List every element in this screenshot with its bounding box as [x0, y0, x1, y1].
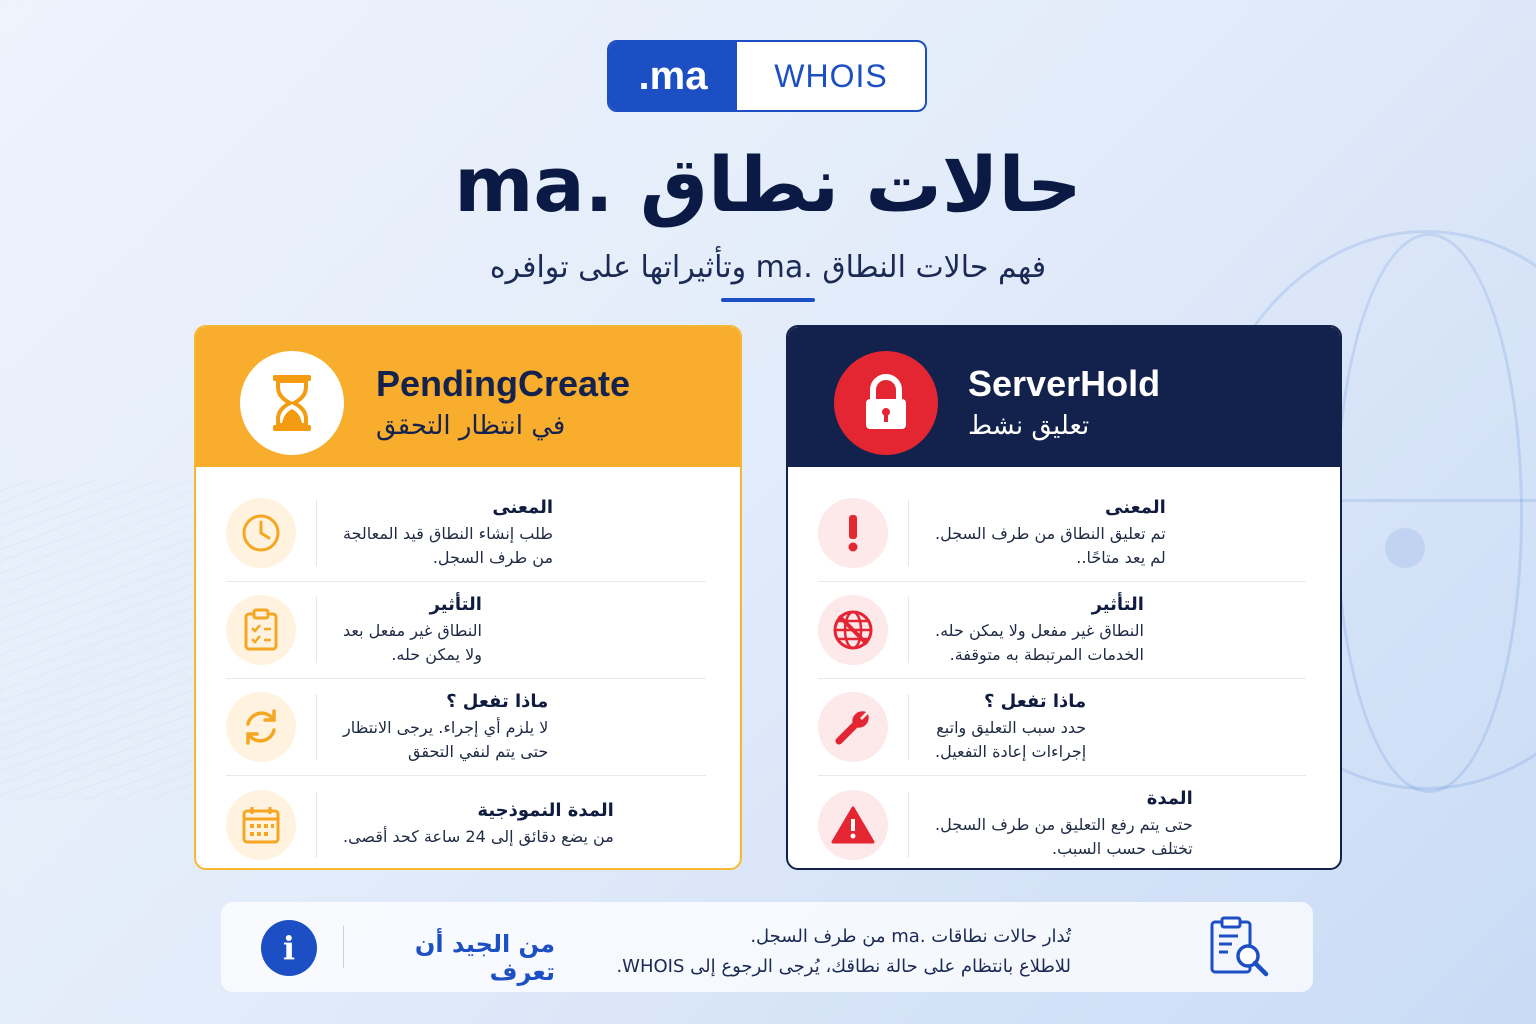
- row-divider: [316, 694, 317, 760]
- row-divider: [908, 597, 909, 663]
- card-title-en: PendingCreate: [376, 363, 631, 404]
- logo-tld: .ma: [609, 42, 737, 110]
- exclamation-icon: [818, 498, 888, 568]
- row-divider: [908, 500, 909, 566]
- card-title-en: ServerHold: [968, 363, 1161, 404]
- card-header: [196, 327, 740, 467]
- row-line: النطاق غير مفعل بعد: [343, 620, 482, 640]
- row-text: [343, 594, 482, 667]
- row-label: التأثير: [1091, 593, 1144, 615]
- row-line: حتى يتم رفع التعليق من طرف السجل.: [935, 815, 1193, 834]
- row-line: حتى يتم لنفي التحقق: [408, 741, 549, 761]
- row-label: المدة النموذجية: [477, 800, 614, 821]
- server-hold-card: [786, 325, 1342, 870]
- row-line: ولا يمكن حله.: [391, 644, 482, 664]
- whois-logo: [607, 40, 927, 112]
- row-action: [818, 679, 1306, 776]
- row-text: [343, 691, 548, 764]
- row-action: [226, 679, 706, 776]
- refresh-icon: [226, 692, 296, 762]
- subtitle-underline: [721, 298, 815, 302]
- row-line: من طرف السجل.: [432, 547, 554, 567]
- row-label: المعنى: [492, 496, 554, 518]
- row-impact: [226, 582, 706, 679]
- row-label: المدة: [1146, 788, 1193, 809]
- row-meaning: [226, 485, 706, 582]
- document-search-icon: [1206, 914, 1272, 984]
- card-title-ar: تعليق نشط: [968, 411, 1090, 441]
- row-impact: [818, 582, 1306, 679]
- warning-icon: [818, 790, 888, 860]
- wrench-icon: [818, 692, 888, 762]
- row-line: لا يلزم أي إجراء. يرجى الانتظار: [343, 717, 549, 737]
- row-divider: [316, 792, 317, 858]
- row-text: [935, 497, 1166, 570]
- globe-blocked-icon: [818, 595, 888, 665]
- row-meaning: [818, 485, 1306, 582]
- row-text: [343, 497, 553, 570]
- info-icon: i: [261, 920, 317, 976]
- row-divider: [908, 694, 909, 760]
- row-text: [935, 594, 1144, 667]
- page-subtitle: فهم حالات النطاق .ma وتأثيراتها على توافره: [489, 250, 1047, 285]
- card-header-text: [968, 363, 1160, 441]
- row-duration: [818, 776, 1306, 870]
- row-label: المعنى: [1105, 496, 1166, 518]
- footer-line: للاطلاع بانتظام على حالة نطاقك، يُرجى الرجوع إلى WHOIS.: [616, 956, 1071, 977]
- card-header: [788, 327, 1340, 467]
- row-line: تم تعليق النطاق من طرف السجل.: [935, 523, 1166, 543]
- row-label: التأثير: [429, 593, 482, 615]
- row-line: حدد سبب التعليق واتبع: [936, 717, 1087, 737]
- calendar-icon: [226, 790, 296, 860]
- row-text: [343, 800, 614, 849]
- clipboard-check-icon: [226, 595, 296, 665]
- footer-title: من الجيد أن تعرف: [414, 930, 555, 986]
- footer-text: [591, 922, 1071, 982]
- row-text: [935, 691, 1086, 764]
- row-divider: [316, 597, 317, 663]
- pending-create-card: [194, 325, 742, 870]
- row-line: لم يعد متاحًا..: [1076, 547, 1166, 567]
- page-title: حالات نطاق .ma: [454, 140, 1082, 229]
- row-line: تختلف حسب السبب.: [1052, 839, 1193, 858]
- row-line: إجراءات إعادة التفعيل.: [935, 741, 1087, 761]
- row-divider: [316, 500, 317, 566]
- row-text: [935, 788, 1193, 861]
- good-to-know-box: [221, 902, 1313, 992]
- row-line: الخدمات المرتبطة به متوقفة.: [949, 644, 1144, 664]
- logo-word: WHOIS: [774, 57, 888, 94]
- background-globe-node: [1385, 528, 1425, 568]
- footer-line: تُدار حالات نطاقات .ma من طرف السجل.: [750, 926, 1071, 947]
- row-label: ماذا تفعل ؟: [983, 690, 1087, 712]
- row-line: النطاق غير مفعل ولا يمكن حله.: [935, 620, 1144, 640]
- lock-icon: [834, 351, 938, 455]
- row-divider: [908, 792, 909, 858]
- row-line: طلب إنشاء النطاق قيد المعالجة: [343, 523, 554, 543]
- row-duration: [226, 776, 706, 870]
- row-label: ماذا تفعل ؟: [446, 690, 549, 712]
- footer-divider: [343, 926, 344, 968]
- row-line: من يضع دقائق إلى 24 ساعة كحد أقصى.: [343, 827, 614, 846]
- clock-icon: [226, 498, 296, 568]
- card-header-text: [376, 363, 630, 441]
- hourglass-icon: [240, 351, 344, 455]
- card-title-ar: في انتظار التحقق: [376, 411, 566, 441]
